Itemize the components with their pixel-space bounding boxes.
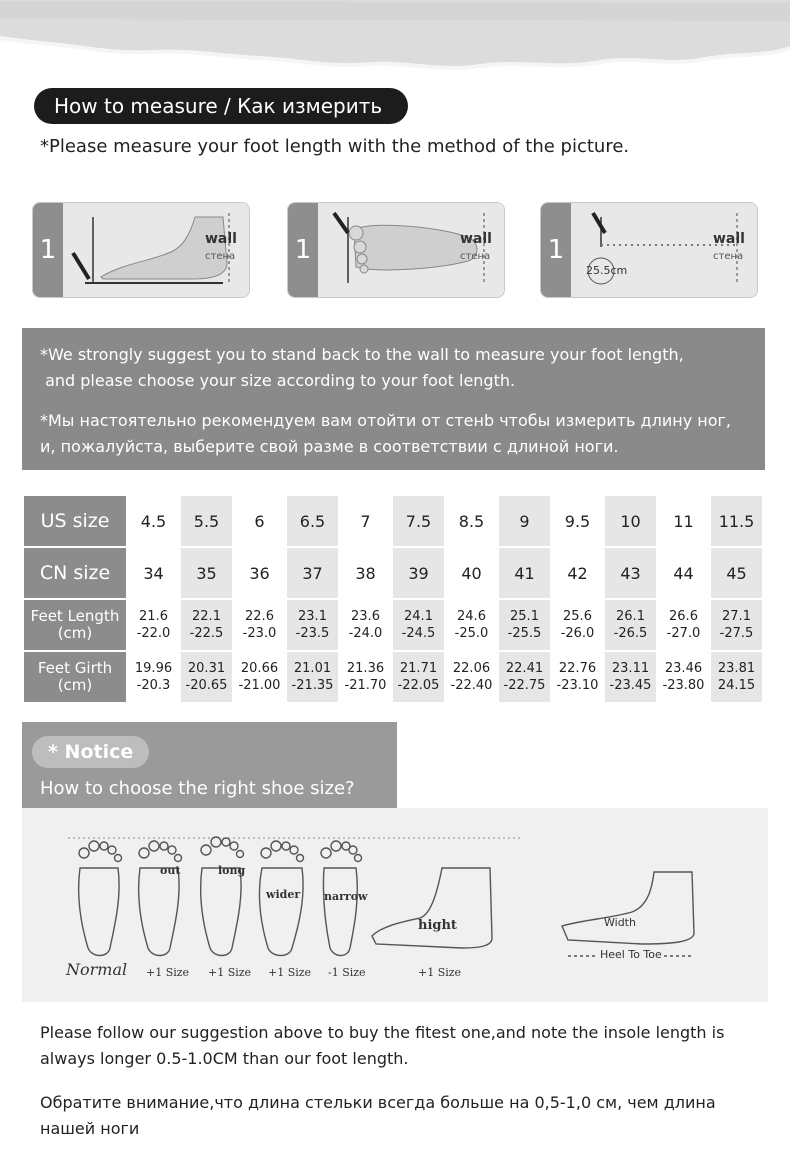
label-narrow: narrow xyxy=(324,890,368,903)
wall-label-ru: стена xyxy=(205,251,236,262)
cn-size-row xyxy=(24,548,762,598)
feet-girth-cell: 23.46 -23.80 xyxy=(658,652,709,702)
feet-length-cell: 25.1 -25.5 xyxy=(499,600,550,650)
feet-girth-cell: 21.36 -21.70 xyxy=(340,652,391,702)
us-size-row xyxy=(24,496,762,546)
advice-box xyxy=(22,328,765,470)
size-plus-one: +1 Size xyxy=(146,966,190,979)
feet-length-cell: 21.6 -22.0 xyxy=(128,600,179,650)
feet-girth-header: Feet Girth (cm) xyxy=(24,652,126,702)
feet-girth-cell: 21.01 -21.35 xyxy=(287,652,338,702)
wall-label: wall xyxy=(460,231,492,247)
us-size-header: US size xyxy=(24,496,126,546)
foot-outlines-icon xyxy=(22,808,768,1002)
wall-label: wall xyxy=(713,231,745,247)
feet-length-header: Feet Length (cm) xyxy=(24,600,126,650)
label-width: Width xyxy=(604,916,636,929)
us-size-cell: 4.5 xyxy=(128,496,179,546)
advice-en-line2: and please choose your size according to your foot length. xyxy=(40,371,516,390)
feet-length-cell: 26.1 -26.5 xyxy=(605,600,656,650)
feet-length-cell: 23.6 -24.0 xyxy=(340,600,391,650)
cn-size-cell: 36 xyxy=(234,548,285,598)
advice-ru-line1: *Мы настоятельно рекомендуем вам отойти от стенb чтобы измерить длину ног, xyxy=(40,411,731,430)
feet-girth-cell: 20.31 -20.65 xyxy=(181,652,232,702)
feet-length-cell: 24.1 -24.5 xyxy=(393,600,444,650)
cn-size-cell: 45 xyxy=(711,548,762,598)
feet-girth-cell: 21.71 -22.05 xyxy=(393,652,444,702)
us-size-cell: 5.5 xyxy=(181,496,232,546)
label-out: out xyxy=(160,864,181,877)
feet-length-cell: 27.1 -27.5 xyxy=(711,600,762,650)
us-size-cell: 6.5 xyxy=(287,496,338,546)
measure-instruction: *Please measure your foot length with the method of the picture. xyxy=(40,136,630,157)
us-size-cell: 7.5 xyxy=(393,496,444,546)
foot-side-icon xyxy=(63,203,249,297)
feet-length-cell: 23.1 -23.5 xyxy=(287,600,338,650)
feet-girth-row xyxy=(24,652,762,702)
cn-size-cell: 38 xyxy=(340,548,391,598)
us-size-cell: 8.5 xyxy=(446,496,497,546)
cn-size-cell: 44 xyxy=(658,548,709,598)
wall-label: wall xyxy=(205,231,237,247)
label-heel-to-toe: Heel To Toe xyxy=(600,948,662,961)
torn-paper-header xyxy=(0,0,790,90)
feet-length-cell: 24.6 -25.0 xyxy=(446,600,497,650)
foot-top-icon xyxy=(318,203,504,297)
size-normal: Normal xyxy=(66,960,128,979)
cn-size-cell: 41 xyxy=(499,548,550,598)
size-plus-one: +1 Size xyxy=(418,966,462,979)
notice-label: * Notice xyxy=(32,736,149,768)
feet-girth-cell: 22.76 -23.10 xyxy=(552,652,603,702)
feet-girth-cell: 23.81 24.15 xyxy=(711,652,762,702)
us-size-cell: 7 xyxy=(340,496,391,546)
feet-length-cell: 22.1 -22.5 xyxy=(181,600,232,650)
step-number: 1 xyxy=(541,203,571,297)
wall-label-ru: стена xyxy=(713,251,744,262)
step-number: 1 xyxy=(33,203,63,297)
cn-size-cell: 39 xyxy=(393,548,444,598)
label-wider: wider xyxy=(266,888,301,901)
note-english: Please follow our suggestion above to buy the fitest one,and note the insole length is always longer 0.5-1.0CM than our foot length. xyxy=(40,1023,725,1068)
us-size-cell: 11.5 xyxy=(711,496,762,546)
shoe-fit-diagram xyxy=(22,808,768,1002)
feet-girth-cell: 22.06 -22.40 xyxy=(446,652,497,702)
advice-en-line1: *We strongly suggest you to stand back to the wall to measure your foot length, xyxy=(40,345,684,364)
feet-length-cell: 26.6 -27.0 xyxy=(658,600,709,650)
size-minus-one: -1 Size xyxy=(328,966,366,979)
cn-size-cell: 34 xyxy=(128,548,179,598)
cn-size-cell: 43 xyxy=(605,548,656,598)
cn-size-cell: 37 xyxy=(287,548,338,598)
page-title: How to measure / Как измерить xyxy=(34,88,408,124)
feet-girth-cell: 19.96 -20.3 xyxy=(128,652,179,702)
cn-size-cell: 42 xyxy=(552,548,603,598)
cn-size-cell: 35 xyxy=(181,548,232,598)
feet-length-row xyxy=(24,600,762,650)
step-card-top xyxy=(287,202,505,298)
step-card-ruler xyxy=(540,202,758,298)
us-size-cell: 9 xyxy=(499,496,550,546)
note-russian: Обратите внимание,что длина стельки всегда больше на 0,5-1,0 см, чем длина нашей ноги xyxy=(40,1093,716,1138)
us-size-cell: 11 xyxy=(658,496,709,546)
ruler-icon xyxy=(571,203,757,297)
size-plus-one: +1 Size xyxy=(208,966,252,979)
notice-question: How to choose the right shoe size? xyxy=(40,778,355,799)
label-hight: hight xyxy=(418,918,457,933)
size-table xyxy=(22,494,764,704)
feet-girth-cell: 20.66 -21.00 xyxy=(234,652,285,702)
feet-length-cell: 25.6 -26.0 xyxy=(552,600,603,650)
feet-girth-cell: 22.41 -22.75 xyxy=(499,652,550,702)
step-card-side xyxy=(32,202,250,298)
size-plus-one: +1 Size xyxy=(268,966,312,979)
measure-value: 25.5cm xyxy=(586,264,628,277)
feet-girth-cell: 23.11 -23.45 xyxy=(605,652,656,702)
us-size-cell: 6 xyxy=(234,496,285,546)
us-size-cell: 10 xyxy=(605,496,656,546)
us-size-cell: 9.5 xyxy=(552,496,603,546)
cn-size-header: CN size xyxy=(24,548,126,598)
label-long: long xyxy=(218,864,246,877)
feet-length-cell: 22.6 -23.0 xyxy=(234,600,285,650)
advice-ru-line2: и, пожалуйста, выберите свой разме в соответствии с длиной ноги. xyxy=(40,437,619,456)
wall-label-ru: стена xyxy=(460,251,491,262)
step-number: 1 xyxy=(288,203,318,297)
cn-size-cell: 40 xyxy=(446,548,497,598)
